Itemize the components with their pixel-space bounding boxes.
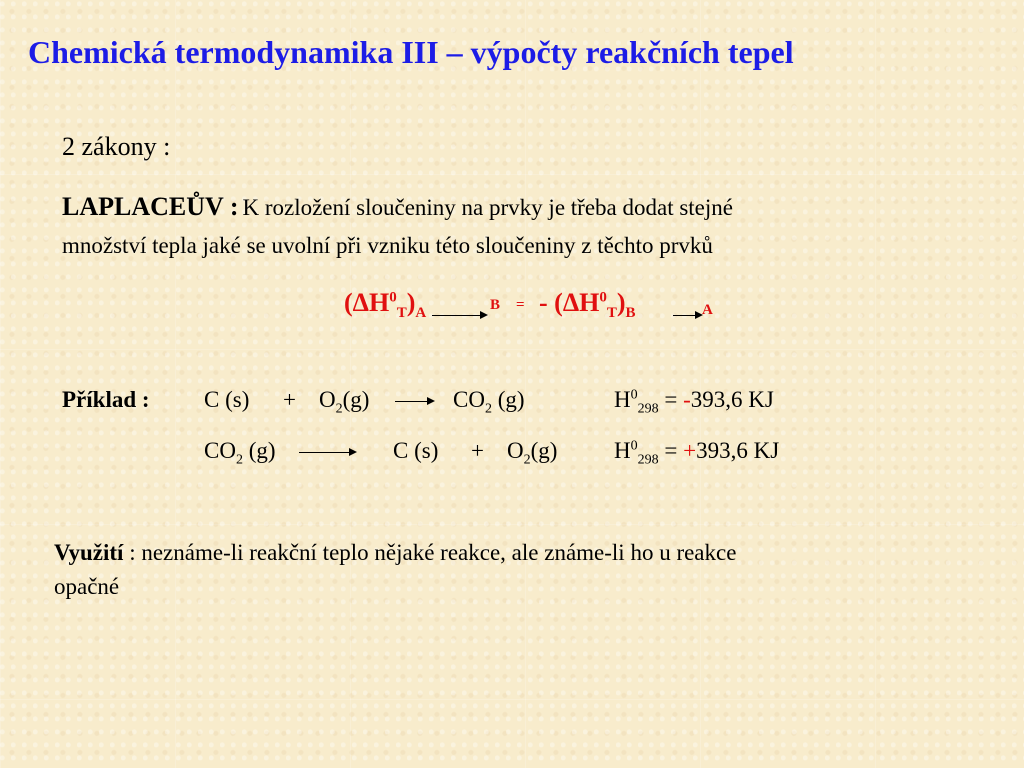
formula-sup1: 0 xyxy=(389,289,397,306)
formula-lparen2: (ΔH xyxy=(554,288,600,317)
laplace-formula xyxy=(344,288,426,322)
formula-subA2: A xyxy=(702,302,713,318)
usage-text-line2: opačné xyxy=(54,574,120,599)
formula-minus: - xyxy=(539,288,548,317)
row2-product1: C (s) xyxy=(393,438,439,463)
laplace-text-line1: K rozložení sloučeniny na prvky je třeba dodat stejné xyxy=(242,195,733,220)
usage-label: Využití xyxy=(54,540,124,565)
row2-arrow xyxy=(299,452,355,453)
formula-sup2: 0 xyxy=(599,289,607,306)
row1-reactant2: $O_2(g)$ xyxy=(319,387,370,417)
row1-plus: + xyxy=(283,387,296,412)
laplace-text-line2: množství tepla jaké se uvolní při vzniku této sloučeniny z těchto prvků xyxy=(62,233,713,258)
formula-eq: = xyxy=(516,297,525,313)
formula-subA1: A xyxy=(415,305,427,322)
row2-reactant: $CO_2$ (g) xyxy=(204,438,276,468)
formula-sub1: T xyxy=(396,305,407,322)
formula-rparen1: ) xyxy=(406,288,416,317)
row1-reactant1: C (s) xyxy=(204,387,250,412)
slide-title: Chemická termodynamika III – výpočty reakčních tepel xyxy=(28,34,794,70)
formula-subB1: B xyxy=(490,297,501,313)
formula-sub2: T xyxy=(606,305,617,322)
usage-text-line1: : neznáme-li reakční teplo nějaké reakce, ale známe-li ho u reakce xyxy=(123,540,737,565)
row1-product: $CO_2$ (g) xyxy=(453,387,525,417)
row2-sign: + xyxy=(683,438,697,463)
row2-enthalpy: $H^0_{298} = +393,6$ KJ xyxy=(614,438,780,468)
row2-product2: $O_2(g)$ xyxy=(507,438,558,468)
usage-line1 xyxy=(54,540,736,566)
formula-arrow-2 xyxy=(673,315,701,316)
formula-lparen: (ΔH xyxy=(344,288,390,317)
example-label: Příklad : xyxy=(62,387,150,412)
laws-heading: 2 zákony : xyxy=(62,132,171,161)
row1-enthalpy: $H^0_{298} = -393,6$ KJ xyxy=(614,387,774,417)
laplace-line1 xyxy=(62,192,733,222)
row1-sign: - xyxy=(683,387,691,412)
row1-arrow xyxy=(395,401,433,402)
laplace-label: LAPLACEŮV : xyxy=(62,192,239,221)
formula-rparen2: ) xyxy=(616,288,626,317)
formula-subB2: B xyxy=(625,305,636,322)
formula-arrow-1 xyxy=(432,315,486,316)
laplace-formula-rhs xyxy=(539,288,636,322)
row2-plus: + xyxy=(471,438,484,463)
